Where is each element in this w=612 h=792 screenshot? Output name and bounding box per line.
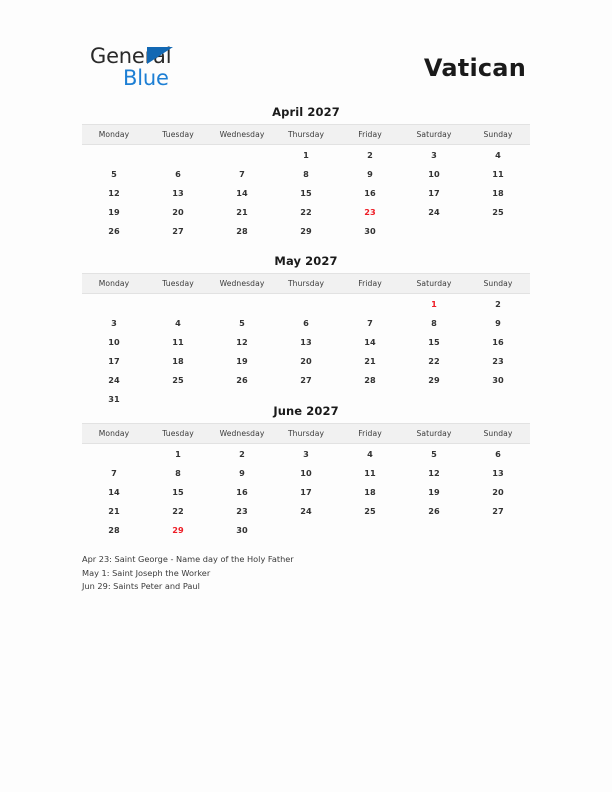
calendar-day-empty [274, 294, 338, 314]
calendar-day[interactable]: 9 [367, 168, 373, 179]
weekday-header-saturday: Saturday [402, 274, 466, 294]
calendar-day[interactable]: 25 [364, 505, 376, 516]
weekday-header-thursday: Thursday [274, 424, 338, 444]
calendar-day[interactable]: 21 [108, 505, 120, 516]
calendar-week-row [82, 294, 530, 314]
calendar-week-row [82, 444, 530, 464]
calendar-day[interactable]: 18 [492, 187, 504, 198]
calendar-day[interactable]: 4 [175, 317, 181, 328]
calendar-day[interactable]: 15 [172, 486, 184, 497]
calendar-day[interactable]: 6 [175, 168, 181, 179]
calendar-day[interactable]: 2 [239, 448, 245, 459]
calendar-day[interactable]: 16 [492, 336, 504, 347]
calendar-day[interactable]: 7 [367, 317, 373, 328]
calendar-day[interactable]: 4 [367, 448, 373, 459]
calendar-day[interactable]: 24 [428, 206, 440, 217]
calendar-day[interactable]: 20 [172, 206, 184, 217]
weekday-header-wednesday: Wednesday [210, 125, 274, 145]
weekday-header-row [82, 125, 530, 145]
general-blue-logo [90, 44, 290, 92]
calendar-day[interactable]: 7 [111, 467, 117, 478]
calendar-day[interactable]: 13 [172, 187, 184, 198]
calendar-day[interactable]: 9 [239, 467, 245, 478]
calendar-day[interactable]: 12 [428, 467, 440, 478]
weekday-header-row [82, 424, 530, 444]
calendar-day[interactable]: 28 [108, 524, 120, 535]
calendar-day[interactable]: 28 [364, 374, 376, 385]
calendar-day-empty [210, 145, 274, 165]
calendar-day[interactable]: 22 [428, 355, 440, 366]
calendar-day[interactable]: 29 [300, 225, 312, 236]
calendar-day[interactable]: 5 [239, 317, 245, 328]
weekday-header-monday: Monday [82, 274, 146, 294]
calendar-day[interactable]: 14 [236, 187, 248, 198]
calendar-day[interactable]: 23 [492, 355, 504, 366]
weekday-header-wednesday: Wednesday [210, 274, 274, 294]
logo-triangle-icon [147, 47, 173, 64]
calendar-day-empty [146, 294, 210, 314]
calendar-day[interactable]: 5 [111, 168, 117, 179]
calendar-day[interactable]: 20 [492, 486, 504, 497]
calendar-day[interactable]: 8 [303, 168, 309, 179]
weekday-header-sunday: Sunday [466, 125, 530, 145]
month-block-may [82, 254, 530, 408]
calendar-day-empty [82, 444, 146, 464]
calendar-day[interactable]: 13 [300, 336, 312, 347]
month-title: May 2027 [274, 254, 338, 268]
calendar-day[interactable]: 6 [303, 317, 309, 328]
calendar-day[interactable]: 12 [108, 187, 120, 198]
calendar-day[interactable]: 14 [108, 486, 120, 497]
calendar-day-empty [466, 221, 530, 240]
calendar-day[interactable]: 16 [236, 486, 248, 497]
calendar-day[interactable]: 13 [492, 467, 504, 478]
month-title: June 2027 [273, 404, 339, 418]
calendar-day[interactable]: 11 [492, 168, 504, 179]
calendar-day[interactable]: 15 [300, 187, 312, 198]
weekday-header-saturday: Saturday [402, 125, 466, 145]
weekday-header-wednesday: Wednesday [210, 424, 274, 444]
calendar-day[interactable]: 26 [428, 505, 440, 516]
calendar-day[interactable]: 19 [108, 206, 120, 217]
month-block-june [82, 404, 530, 539]
calendar-day[interactable]: 28 [236, 225, 248, 236]
calendar-body [82, 145, 530, 241]
calendar-day[interactable]: 11 [172, 336, 184, 347]
holiday-note: May 1: Saint Joseph the Worker [82, 567, 211, 578]
calendar-week-row [82, 183, 530, 202]
month-block-april [82, 105, 530, 240]
weekday-header-tuesday: Tuesday [146, 274, 210, 294]
calendar-day[interactable]: 24 [108, 374, 120, 385]
calendar-day-empty [338, 520, 402, 539]
calendar-table-june [82, 423, 530, 539]
calendar-table-may [82, 273, 530, 408]
calendar-day[interactable]: 27 [172, 225, 184, 236]
holiday-notes-list [82, 553, 522, 594]
calendar-week-row [82, 164, 530, 183]
calendar-week-row [82, 202, 530, 221]
page-header [0, 0, 612, 100]
calendar-week-row [82, 370, 530, 389]
calendar-week-row [82, 520, 530, 539]
calendar-day-empty [466, 520, 530, 539]
calendar-day-holiday[interactable]: 1 [431, 298, 437, 309]
calendar-day[interactable]: 18 [172, 355, 184, 366]
calendar-day[interactable]: 14 [364, 336, 376, 347]
calendar-day[interactable]: 1 [175, 448, 181, 459]
holiday-note: Apr 23: Saint George - Name day of the Holy Father [82, 554, 294, 564]
calendar-table-april [82, 124, 530, 240]
weekday-header-sunday: Sunday [466, 274, 530, 294]
calendar-day[interactable]: 19 [428, 486, 440, 497]
calendar-day[interactable]: 30 [236, 524, 248, 535]
calendar-week-row [82, 351, 530, 370]
calendar-week-row [82, 221, 530, 240]
calendar-day[interactable]: 10 [108, 336, 120, 347]
calendar-day[interactable]: 10 [428, 168, 440, 179]
calendar-day[interactable]: 19 [236, 355, 248, 366]
calendar-day[interactable]: 17 [108, 355, 120, 366]
logo-blue-text: Blue [123, 66, 169, 90]
calendar-day[interactable]: 21 [364, 355, 376, 366]
calendar-day[interactable]: 3 [111, 317, 117, 328]
logo-general-text: General [90, 44, 172, 68]
page-title: Vatican [423, 54, 526, 82]
calendar-week-row [82, 501, 530, 520]
calendar-day-holiday[interactable]: 29 [172, 524, 184, 535]
calendar-day[interactable]: 7 [239, 168, 245, 179]
calendar-day[interactable]: 10 [300, 467, 312, 478]
calendar-day[interactable]: 3 [431, 149, 437, 160]
calendar-day[interactable]: 26 [108, 225, 120, 236]
calendar-day-empty [146, 145, 210, 165]
weekday-header-thursday: Thursday [274, 274, 338, 294]
calendar-day-empty [402, 221, 466, 240]
holiday-note: Jun 29: Saints Peter and Paul [82, 581, 200, 591]
calendar-day-empty [338, 294, 402, 314]
calendar-day[interactable]: 23 [236, 505, 248, 516]
calendar-day[interactable]: 6 [495, 448, 501, 459]
calendar-day[interactable]: 15 [428, 336, 440, 347]
calendar-week-row [82, 145, 530, 165]
weekday-header-thursday: Thursday [274, 125, 338, 145]
calendar-day[interactable]: 24 [300, 505, 312, 516]
calendar-day[interactable]: 11 [364, 467, 376, 478]
calendar-week-row [82, 463, 530, 482]
calendar-day[interactable]: 17 [300, 486, 312, 497]
calendar-day[interactable]: 4 [495, 149, 501, 160]
weekday-header-friday: Friday [338, 125, 402, 145]
calendar-week-row [82, 482, 530, 501]
calendar-day[interactable]: 26 [236, 374, 248, 385]
calendar-day[interactable]: 2 [367, 149, 373, 160]
calendar-day-empty [402, 520, 466, 539]
calendar-day[interactable]: 8 [175, 467, 181, 478]
weekday-header-saturday: Saturday [402, 424, 466, 444]
calendar-day[interactable]: 2 [495, 298, 501, 309]
calendar-day[interactable]: 27 [300, 374, 312, 385]
calendar-day[interactable]: 8 [431, 317, 437, 328]
weekday-header-friday: Friday [338, 274, 402, 294]
calendar-day[interactable]: 20 [300, 355, 312, 366]
weekday-header-sunday: Sunday [466, 424, 530, 444]
calendar-day[interactable]: 21 [236, 206, 248, 217]
calendar-day[interactable]: 30 [364, 225, 376, 236]
weekday-header-friday: Friday [338, 424, 402, 444]
weekday-header-tuesday: Tuesday [146, 424, 210, 444]
calendar-day[interactable]: 31 [108, 393, 120, 404]
calendar-day[interactable]: 18 [364, 486, 376, 497]
calendar-day-empty [82, 145, 146, 165]
calendar-day[interactable]: 25 [172, 374, 184, 385]
calendar-day-empty [274, 520, 338, 539]
calendar-day[interactable]: 12 [236, 336, 248, 347]
calendar-day[interactable]: 5 [431, 448, 437, 459]
calendar-day[interactable]: 30 [492, 374, 504, 385]
calendar-day[interactable]: 25 [492, 206, 504, 217]
calendar-day[interactable]: 22 [172, 505, 184, 516]
calendar-day-empty [82, 294, 146, 314]
calendar-day[interactable]: 1 [303, 149, 309, 160]
weekday-header-row [82, 274, 530, 294]
calendar-day-holiday[interactable]: 23 [364, 206, 376, 217]
calendar-body [82, 444, 530, 540]
calendar-day[interactable]: 9 [495, 317, 501, 328]
weekday-header-monday: Monday [82, 424, 146, 444]
calendar-day-empty [210, 294, 274, 314]
calendar-day[interactable]: 29 [428, 374, 440, 385]
calendar-day[interactable]: 17 [428, 187, 440, 198]
month-title: April 2027 [272, 105, 340, 119]
calendar-day[interactable]: 22 [300, 206, 312, 217]
calendar-body [82, 294, 530, 409]
calendar-week-row [82, 332, 530, 351]
weekday-header-monday: Monday [82, 125, 146, 145]
calendar-day[interactable]: 27 [492, 505, 504, 516]
calendar-week-row [82, 313, 530, 332]
calendar-day[interactable]: 3 [303, 448, 309, 459]
weekday-header-tuesday: Tuesday [146, 125, 210, 145]
calendar-day[interactable]: 16 [364, 187, 376, 198]
